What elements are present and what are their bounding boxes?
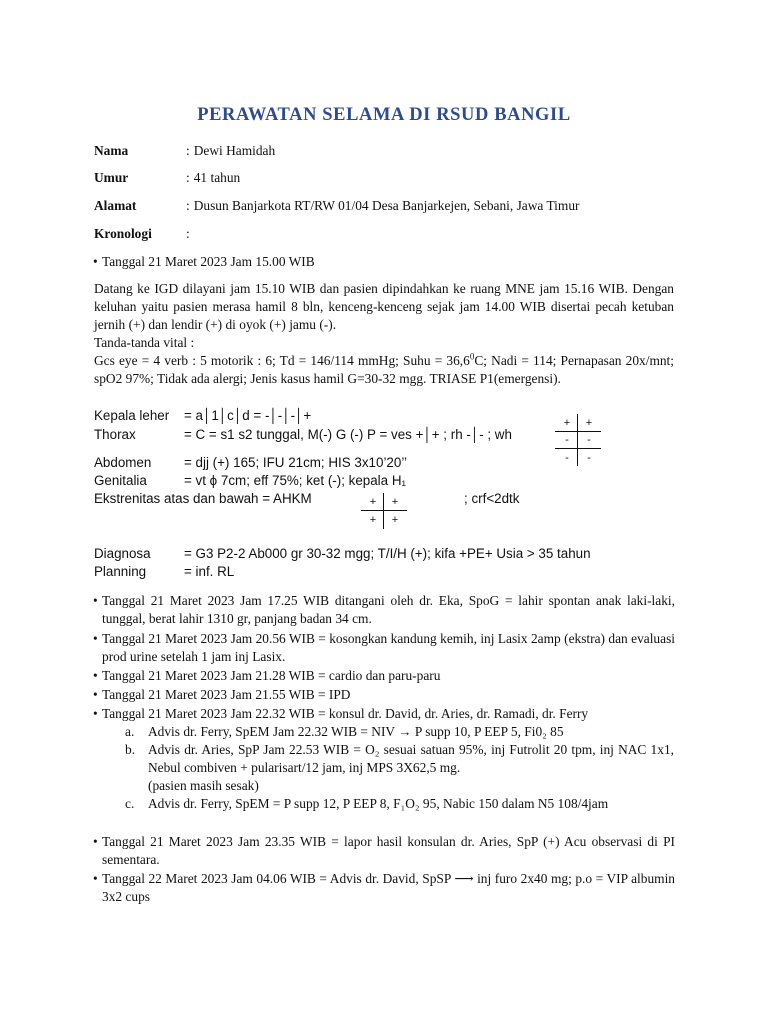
exam-key: Diagnosa <box>94 546 151 561</box>
entry-text: Tanggal 21 Maret 2023 Jam 22.32 WIB = konsul dr. David, dr. Aries, dr. Ramadi, dr. Ferry <box>102 706 589 721</box>
bullet-icon: • <box>93 254 98 269</box>
colon: : <box>186 170 190 185</box>
identity-value-wrap <box>186 142 275 160</box>
entry-paragraph: Datang ke IGD dilayani jam 15.10 WIB dan pasien dipindahkan ke ruang MNE jam 15.16 WIB. Dengan keluhan yaitu pasien merasa hamil 8 bln, kenceng-kenceng sejak jam 14.00 WIB disertai pecah ketuban jernih (+) dan lendir (+) di oyok (+) jamu (-). <box>94 281 674 332</box>
advice-text: Advis dr. Aries, SpP Jam 22.53 WIB = O₂ sesuai satuan 95%, inj Futrolit 20 tpm, inj NAC 1x1, Nebul combiven + pularisart/12 jam, inj MPS 3X62,5 mg. <box>148 742 674 775</box>
grid-line <box>555 431 601 432</box>
grid-cell: + <box>391 496 399 508</box>
exam-key: Abdomen <box>94 455 152 470</box>
exam-value: = a│1│c│d = -│-│-│+ <box>184 408 312 423</box>
grid-cell: + <box>369 496 377 508</box>
vitals-part: Gcs eye = 4 verb : 5 motorik : 6; Td = 146/114 mmHg; Suhu = 36,6 <box>94 353 470 368</box>
exam-value: = vt ϕ 7cm; eff 75%; ket (-); kepala H₁ <box>184 473 407 488</box>
exam-key: Kepala leher <box>94 408 170 423</box>
bullet-icon: • <box>93 871 98 886</box>
entry-text: Tanggal 21 Maret 2023 Jam 15.00 WIB <box>102 254 315 269</box>
vitals-text <box>94 352 674 388</box>
bullet-icon: • <box>93 593 98 608</box>
grid-cell: + <box>391 514 399 526</box>
grid-cell: + <box>585 417 593 429</box>
grid-line <box>555 448 601 449</box>
bullet-icon: • <box>93 687 98 702</box>
identity-label: Nama <box>94 143 129 158</box>
timeline-entry <box>93 870 683 906</box>
grid-line <box>383 493 384 529</box>
entry-text: Tanggal 22 Maret 2023 Jam 04.06 WIB = Advis dr. David, SpSP ⟶ inj furo 2x40 mg; p.o = VIP albumin 3x2 cups <box>102 871 675 904</box>
grid-line <box>361 510 407 511</box>
advice-text-wrap <box>148 741 674 795</box>
vitals-label: Tanda-tanda vital : <box>94 335 195 350</box>
exam-value: Ekstrenitas atas dan bawah = AHKM <box>94 491 312 506</box>
colon: : <box>186 226 190 241</box>
identity-label: Alamat <box>94 198 137 213</box>
exam-key: Genitalia <box>94 473 147 488</box>
advice-text: Advis dr. Ferry, SpEM = P supp 12, P EEP 8, F₁O₂ 95, Nabic 150 dalam N5 108/4jam <box>148 796 609 811</box>
vitals-part: C; Nadi = 114; Pernapasan 20x/mnt; spO2 97%; Tidak ada alergi; Jenis kasus hamil G=30-32 mgg. TRIASE P1(emergensi). <box>94 353 674 386</box>
entry-text: Tanggal 21 Maret 2023 Jam 20.56 WIB = kosongkan kandung kemih, inj Lasix 2amp (ekstra) dan evaluasi prod urine setelah 1 jam inj Lasix. <box>102 631 675 664</box>
entry-heading <box>93 253 683 271</box>
grid-cell: - <box>565 452 569 464</box>
exam-value: = djj (+) 165; IFU 21cm; HIS 3x10’20’’ <box>184 455 408 470</box>
advice-letter: a. <box>125 724 135 739</box>
bullet-icon: • <box>93 668 98 683</box>
exam-value: = G3 P2-2 Ab000 gr 30-32 mgg; T/I/H (+); kifa +PE+ Usia > 35 tahun <box>184 546 591 561</box>
entry-text: Tanggal 21 Maret 2023 Jam 23.35 WIB = lapor hasil konsulan dr. Aries, SpP (+) Acu observasi di PI sementara. <box>102 834 675 867</box>
grid-cell: + <box>369 514 377 526</box>
advice-text: Advis dr. Ferry, SpEM Jam 22.32 WIB = NIV → P supp 10, P EEP 5, Fi0₂ 85 <box>148 724 564 739</box>
colon: : <box>186 198 190 213</box>
exam-value: = C = s1 s2 tunggal, M(-) G (-) P = ves +│+ ; rh -│- ; wh <box>184 427 512 442</box>
degree-mark: 0 <box>469 351 475 362</box>
timeline-entry <box>93 833 683 869</box>
page-title: PERAWATAN SELAMA DI RSUD BANGIL <box>197 105 571 125</box>
entry-text: Tanggal 21 Maret 2023 Jam 21.28 WIB = cardio dan paru-paru <box>102 668 441 683</box>
grid-cell: - <box>587 434 591 446</box>
exam-key: Planning <box>94 564 147 579</box>
crt-grid <box>361 493 407 529</box>
bullet-icon: • <box>93 631 98 646</box>
identity-label: Umur <box>94 170 129 185</box>
entry-text: Tanggal 21 Maret 2023 Jam 17.25 WIB ditangani oleh dr. Eka, SpoG = lahir spontan anak laki-laki, tunggal, berat lahir 1310 gr, panjang badan 34 cm. <box>102 593 675 626</box>
grid-cell: + <box>563 417 571 429</box>
identity-label: Kronologi <box>94 226 152 241</box>
advice-letter: c. <box>125 796 135 811</box>
timeline-entry <box>93 686 683 704</box>
bullet-icon: • <box>93 706 98 721</box>
entry-text: Tanggal 21 Maret 2023 Jam 21.55 WIB = IPD <box>102 687 351 702</box>
timeline-entry <box>93 667 683 685</box>
bullet-icon: • <box>93 834 98 849</box>
timeline-entry <box>93 705 683 723</box>
identity-value-wrap <box>186 197 579 215</box>
grid-cell: - <box>565 434 569 446</box>
advice-note: (pasien masih sesak) <box>148 778 259 793</box>
crf-value: ; crf<2dtk <box>464 491 520 506</box>
exam-value: = inf. RL <box>184 564 235 579</box>
timeline-entry <box>93 592 683 628</box>
timeline-entry <box>93 630 683 666</box>
exam-key: Thorax <box>94 427 136 442</box>
grid-line <box>577 414 578 466</box>
wheeze-grid <box>555 414 601 466</box>
identity-value: Dewi Hamidah <box>193 143 276 158</box>
identity-value: Dusun Banjarkota RT/RW 01/04 Desa Banjarkejen, Sebani, Jawa Timur <box>193 198 580 213</box>
advice-letter: b. <box>125 742 136 757</box>
exam-row-ekstremitas <box>94 490 312 508</box>
colon: : <box>186 143 190 158</box>
grid-cell: - <box>587 452 591 464</box>
identity-value: 41 tahun <box>193 170 241 185</box>
identity-value-wrap <box>186 225 194 243</box>
identity-value-wrap <box>186 169 240 187</box>
